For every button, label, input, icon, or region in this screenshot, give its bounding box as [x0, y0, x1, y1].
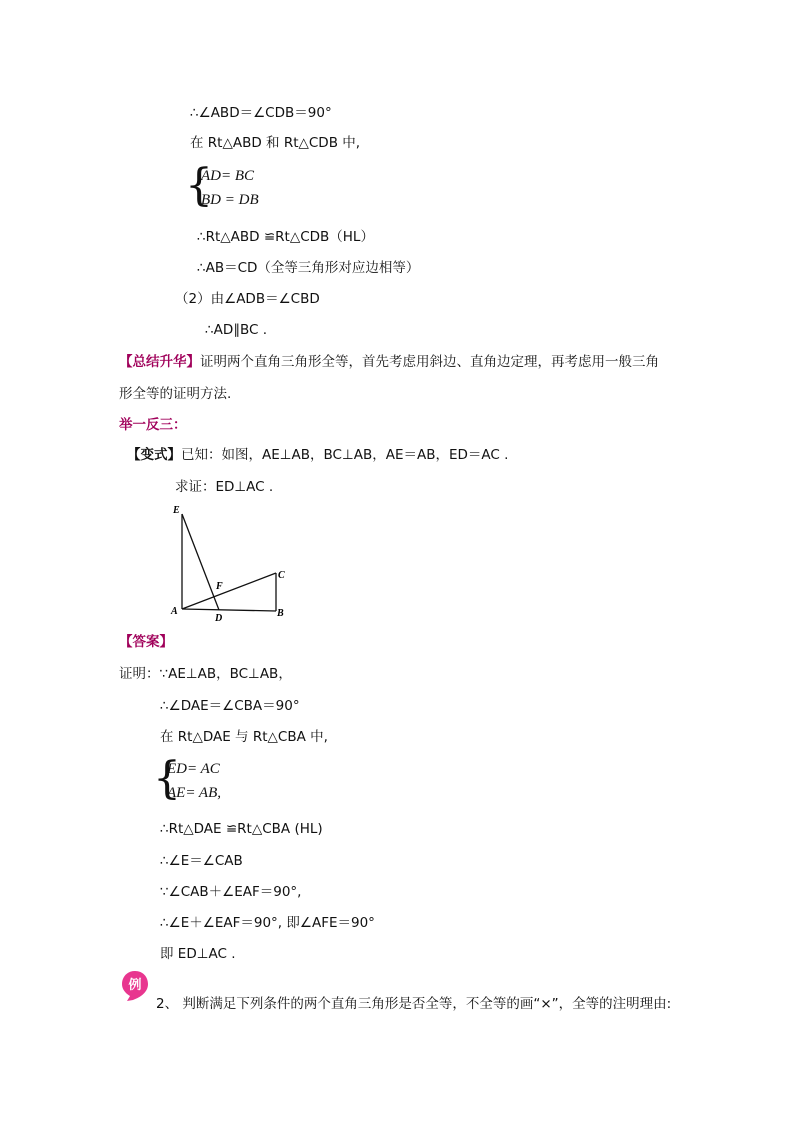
section-title: 举一反三： [119, 417, 187, 433]
segment-ed [182, 514, 219, 610]
summary-tag: 【总结升华】 [119, 354, 200, 370]
label-a: A [171, 606, 178, 617]
proof-line-2: 在 Rt△ABD 和 Rt△CDB 中, [190, 135, 361, 151]
answer-line-1: 证明：∵AE⊥AB，BC⊥AB， [119, 666, 292, 682]
summary-line-1 [119, 353, 659, 371]
proof-line-5: （2）由∠ADB＝∠CBD [175, 291, 320, 307]
equation-line: AE= AB, [167, 785, 222, 801]
equation-line: AD= BC [201, 168, 255, 184]
answer-line-7: ∴∠E＋∠EAF＝90°, 即∠AFE＝90° [160, 915, 375, 931]
answer-line-6: ∵∠CAB＋∠EAF＝90°, [160, 884, 302, 900]
equation-line: BD = DB [201, 192, 259, 208]
label-e: E [173, 505, 180, 516]
equation-line: ED= AC [167, 761, 220, 777]
example-text: 2、 判断满足下列条件的两个直角三角形是否全等，不全等的画“×”，全等的注明理由: [156, 996, 672, 1012]
segment-ab [182, 609, 276, 611]
example-badge-label: 例 [128, 978, 142, 993]
proof-line-3: ∴Rt△ABD ≌Rt△CDB（HL） [197, 229, 374, 245]
label-f: F [216, 581, 223, 592]
brace: { [185, 160, 213, 211]
proof-line-1: ∴∠ABD＝∠CDB＝90° [190, 105, 332, 121]
summary-text: 证明两个直角三角形全等，首先考虑用斜边、直角边定理，再考虑用一般三角 [200, 354, 659, 370]
label-d: D [215, 613, 223, 624]
label-b: B [277, 608, 284, 619]
answer-line-8: 即 ED⊥AC . [160, 946, 236, 962]
example-badge [121, 970, 149, 1002]
segment-ac [182, 573, 276, 609]
answer-tag: 【答案】 [119, 634, 173, 650]
answer-line-3: 在 Rt△DAE 与 Rt△CBA 中, [160, 729, 328, 745]
answer-line-5: ∴∠E＝∠CAB [160, 853, 243, 869]
variant-prove: 求证：ED⊥AC . [175, 479, 274, 495]
answer-line-4: ∴Rt△DAE ≌Rt△CBA (HL) [160, 821, 323, 837]
answer-line-2: ∴∠DAE＝∠CBA＝90° [160, 698, 300, 714]
variant-line [127, 446, 508, 464]
geometry-figure [168, 500, 298, 625]
variant-text: 已知：如图，AE⊥AB，BC⊥AB，AE＝AB，ED＝AC . [181, 447, 509, 463]
variant-tag: 【变式】 [127, 447, 181, 463]
summary-line-2: 形全等的证明方法. [119, 386, 232, 402]
brace: { [153, 753, 181, 804]
proof-line-6: ∴AD∥BC . [205, 322, 268, 338]
label-c: C [278, 570, 285, 581]
proof-line-4: ∴AB＝CD（全等三角形对应边相等） [197, 260, 420, 276]
